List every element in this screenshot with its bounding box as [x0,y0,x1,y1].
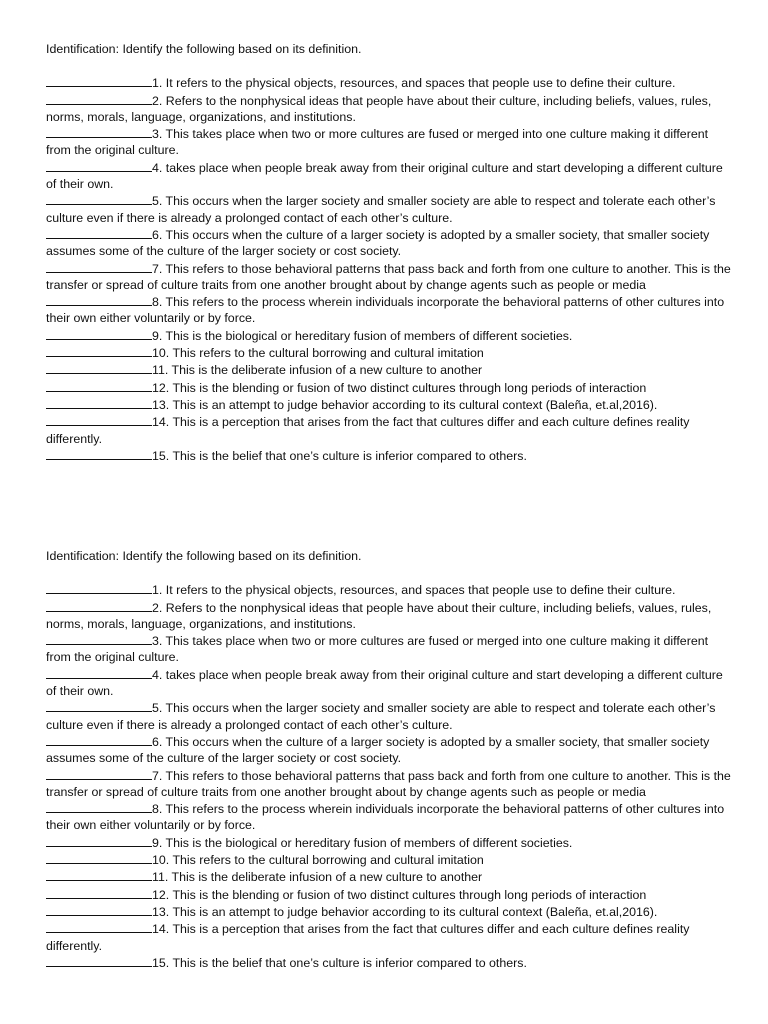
item-number: 1. [152,583,163,598]
item-text: This is the blending or fusion of two distinct cultures through long periods of interaction [169,887,647,902]
item-1 [46,581,736,598]
item-2 [46,599,736,633]
answer-blank[interactable] [46,413,152,426]
item-2 [46,92,736,126]
item-number: 13. [152,397,170,412]
item-number: 10. [152,853,170,868]
item-number: 2. [152,93,163,108]
item-number: 9. [152,835,163,850]
item-number: 14. [152,922,170,937]
item-number: 11. [152,363,169,378]
item-6 [46,733,736,767]
item-number: 8. [152,295,163,310]
item-number: 4. [152,667,163,682]
item-13 [46,396,736,413]
answer-blank[interactable] [46,733,152,746]
item-number: 3. [152,127,163,142]
item-number: 6. [152,227,163,242]
item-11 [46,868,736,885]
item-text: This is a perception that arises from the fact that cultures differ and each culture defines reality differently. [46,415,690,446]
item-number: 2. [152,600,163,615]
answer-blank[interactable] [46,632,152,645]
item-text: Refers to the nonphysical ideas that people have about their culture, including beliefs, values, rules, norms, morals, language, organizations, and institutions. [46,600,712,631]
item-14 [46,413,736,447]
item-text: This is the biological or hereditary fusion of members of different societies. [162,835,573,850]
answer-blank[interactable] [46,699,152,712]
item-list [46,581,736,971]
item-text: This occurs when the culture of a larger society is adopted by a smaller society, that smaller society assumes some of the culture of the larger society or cost society. [46,227,710,259]
item-7 [46,260,736,294]
item-10 [46,344,736,361]
item-text: This takes place when two or more cultures are fused or merged into one culture making it different from the original culture. [46,634,709,665]
item-text: This refers to the process wherein individuals incorporate the behavioral patterns of other cultures into their own either voluntarily or by force. [46,295,725,326]
item-number: 5. [152,194,163,209]
item-5 [46,192,736,226]
item-number: 4. [152,160,163,175]
item-number: 7. [152,768,163,783]
identification-section-2 [46,548,736,971]
item-number: 8. [152,802,163,817]
item-list [46,74,736,464]
answer-blank[interactable] [46,834,152,847]
item-5 [46,699,736,733]
item-number: 13. [152,904,170,919]
item-3 [46,632,736,666]
answer-blank[interactable] [46,293,152,306]
answer-blank[interactable] [46,599,152,612]
answer-blank[interactable] [46,344,152,357]
item-6 [46,226,736,260]
item-number: 9. [152,328,163,343]
item-15 [46,954,736,971]
answer-blank[interactable] [46,447,152,460]
item-10 [46,851,736,868]
item-number: 5. [152,701,163,716]
item-text: This refers to those behavioral patterns that pass back and forth from one culture to another. This is the transfer or spread of culture traits from one another brought about by change agents such as people or media [46,261,731,292]
item-text: takes place when people break away from their original culture and start developing a different culture of their own. [46,160,723,192]
answer-blank[interactable] [46,868,152,881]
item-number: 12. [152,887,170,902]
item-text: It refers to the physical objects, resources, and spaces that people use to define their culture. [162,583,676,598]
item-8 [46,800,736,834]
item-number: 12. [152,380,170,395]
item-text: This is the deliberate infusion of a new culture to another [168,363,483,378]
item-12 [46,886,736,903]
item-text: This refers to those behavioral patterns that pass back and forth from one culture to another. This is the transfer or spread of culture traits from one another brought about by change agents such as people or media [46,768,731,799]
answer-blank[interactable] [46,379,152,392]
item-number: 10. [152,346,170,361]
item-text: This refers to the process wherein individuals incorporate the behavioral patterns of other cultures into their own either voluntarily or by force. [46,802,725,833]
answer-blank[interactable] [46,125,152,138]
item-text: This occurs when the larger society and smaller society are able to respect and tolerate each other’s culture even if there is already a prolonged contact of each other’s culture. [46,701,716,732]
answer-blank[interactable] [46,226,152,239]
section-heading: Identification: Identify the following based on its definition. [46,42,362,56]
item-text: It refers to the physical objects, resources, and spaces that people use to define their culture. [162,76,676,91]
item-text: This is the biological or hereditary fusion of members of different societies. [162,328,573,343]
item-text: This is the belief that one’s culture is inferior compared to others. [169,955,527,970]
answer-blank[interactable] [46,327,152,340]
answer-blank[interactable] [46,74,152,87]
item-text: This occurs when the culture of a larger society is adopted by a smaller society, that smaller society assumes some of the culture of the larger society or cost society. [46,734,710,766]
item-1 [46,74,736,91]
item-14 [46,920,736,954]
answer-blank[interactable] [46,954,152,967]
answer-blank[interactable] [46,260,152,273]
item-text: This is a perception that arises from the fact that cultures differ and each culture defines reality differently. [46,922,690,953]
item-11 [46,361,736,378]
item-text: This takes place when two or more cultures are fused or merged into one culture making it different from the original culture. [46,127,709,158]
answer-blank[interactable] [46,92,152,105]
item-4 [46,666,736,700]
item-3 [46,125,736,159]
answer-blank[interactable] [46,396,152,409]
item-15 [46,447,736,464]
item-number: 6. [152,734,163,749]
item-8 [46,293,736,327]
item-text: takes place when people break away from their original culture and start developing a different culture of their own. [46,667,723,699]
answer-blank[interactable] [46,886,152,899]
item-number: 3. [152,634,163,649]
section-heading: Identification: Identify the following based on its definition. [46,549,362,563]
answer-blank[interactable] [46,192,152,205]
item-text: This is the belief that one’s culture is inferior compared to others. [169,448,527,463]
answer-blank[interactable] [46,581,152,594]
answer-blank[interactable] [46,666,152,679]
answer-blank[interactable] [46,361,152,374]
item-text: This is the blending or fusion of two distinct cultures through long periods of interaction [169,380,647,395]
item-number: 7. [152,261,163,276]
item-text: This is the deliberate infusion of a new culture to another [168,870,483,885]
answer-blank[interactable] [46,767,152,780]
item-12 [46,379,736,396]
item-9 [46,834,736,851]
answer-blank[interactable] [46,159,152,172]
identification-section-1 [46,41,736,464]
item-text: This refers to the cultural borrowing and cultural imitation [169,346,484,361]
item-number: 1. [152,76,163,91]
item-number: 14. [152,415,170,430]
item-4 [46,159,736,193]
item-text: This is an attempt to judge behavior according to its cultural context (Baleña, et.al,2016). [169,397,658,412]
answer-blank[interactable] [46,903,152,916]
item-text: This occurs when the larger society and smaller society are able to respect and tolerate each other’s culture even if there is already a prolonged contact of each other’s culture. [46,194,716,225]
item-text: This refers to the cultural borrowing and cultural imitation [169,853,484,868]
item-9 [46,327,736,344]
answer-blank[interactable] [46,800,152,813]
item-text: Refers to the nonphysical ideas that people have about their culture, including beliefs, values, rules, norms, morals, language, organizations, and institutions. [46,93,712,124]
item-text: This is an attempt to judge behavior according to its cultural context (Baleña, et.al,2016). [169,904,658,919]
item-13 [46,903,736,920]
item-7 [46,767,736,801]
item-number: 11. [152,870,169,885]
answer-blank[interactable] [46,851,152,864]
item-number: 15. [152,955,170,970]
answer-blank[interactable] [46,920,152,933]
item-number: 15. [152,448,170,463]
